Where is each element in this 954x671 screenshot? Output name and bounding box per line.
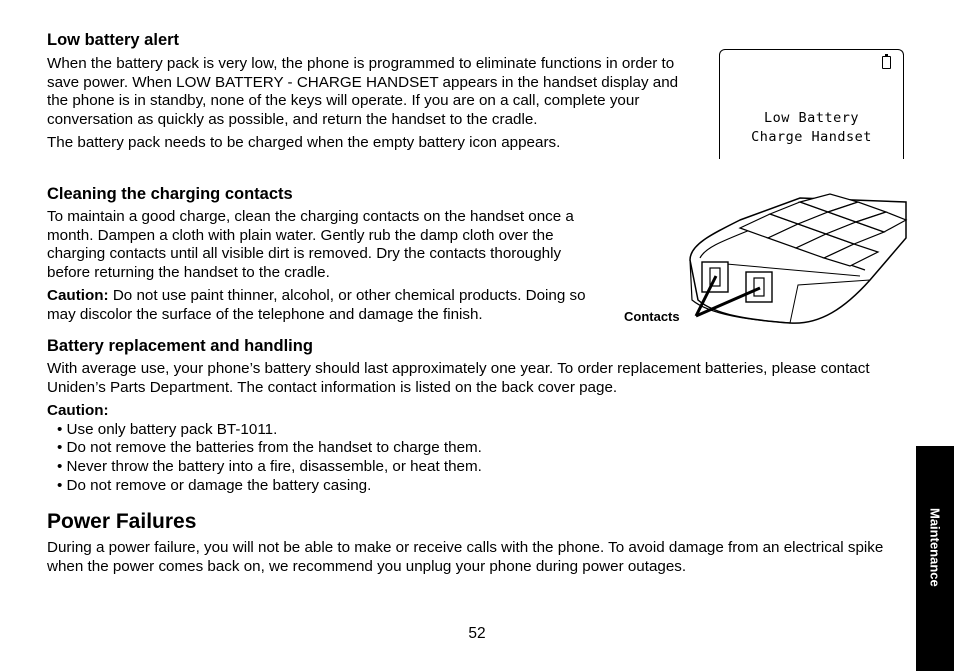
power-failures-heading: Power Failures — [47, 510, 197, 533]
low-battery-paragraph: When the battery pack is very low, the phone is programmed to eliminate functions in order to save power. When LOW BATTERY - CHARGE HANDSET appears in the handset display and the phone is in standby, none of the keys will operate. If you are on a call, complete your conversation as quickly as possible, and return the handset to the cradle. — [47, 55, 679, 128]
replacement-caution-list — [47, 421, 907, 495]
replacement-paragraph: With average use, your phone’s battery should last approximately one year. To order replacement batteries, please contact Uniden’s Parts Department. The contact information is listed on the back cover page. — [47, 360, 870, 396]
list-item: • Do not remove or damage the battery casing. — [57, 477, 907, 496]
low-battery-section — [47, 30, 697, 153]
list-item: • Never throw the battery into a fire, disassemble, or heat them. — [57, 458, 907, 477]
power-failures-paragraph: During a power failure, you will not be able to make or receive calls with the phone. To avoid damage from an electrical spike when the power comes back on, we recommend you unplug your phone during power outages. — [47, 539, 884, 575]
replacement-heading: Battery replacement and handling — [47, 337, 313, 355]
low-battery-heading: Low battery alert — [47, 31, 180, 49]
cleaning-caution — [47, 287, 602, 324]
empty-battery-icon — [882, 56, 891, 69]
handset-display-illustration — [719, 49, 904, 159]
contacts-label: Contacts — [624, 309, 680, 324]
cleaning-caution-label: Caution: — [47, 287, 109, 305]
handset-contacts-illustration — [620, 190, 910, 340]
power-failures-section — [47, 509, 907, 576]
cleaning-caution-text: Do not use paint thinner, alcohol, or other chemical products. Doing so may discolor the surface of the telephone and damage the finish. — [47, 287, 586, 323]
list-item: • Use only battery pack BT-1011. — [57, 421, 907, 440]
display-line-2: Charge Handset — [751, 129, 872, 145]
display-line-1: Low Battery — [764, 110, 859, 126]
cleaning-paragraph: To maintain a good charge, clean the charging contacts on the handset once a month. Dampen a cloth with plain water. Gently rub the damp cloth over the charging contacts until all visible dirt is removed. Dry the contacts thoroughly before returning the handset to the cradle. — [47, 208, 574, 281]
list-item: • Do not remove the batteries from the handset to charge them. — [57, 439, 907, 458]
low-battery-note: The battery pack needs to be charged when the empty battery icon appears. — [47, 134, 561, 152]
replacement-section — [47, 336, 907, 495]
cleaning-heading: Cleaning the charging contacts — [47, 185, 293, 203]
replacement-caution-label: Caution: — [47, 402, 109, 420]
cleaning-section — [47, 184, 602, 325]
page-number: 52 — [468, 625, 486, 642]
side-tab-label: Maintenance — [927, 508, 943, 587]
